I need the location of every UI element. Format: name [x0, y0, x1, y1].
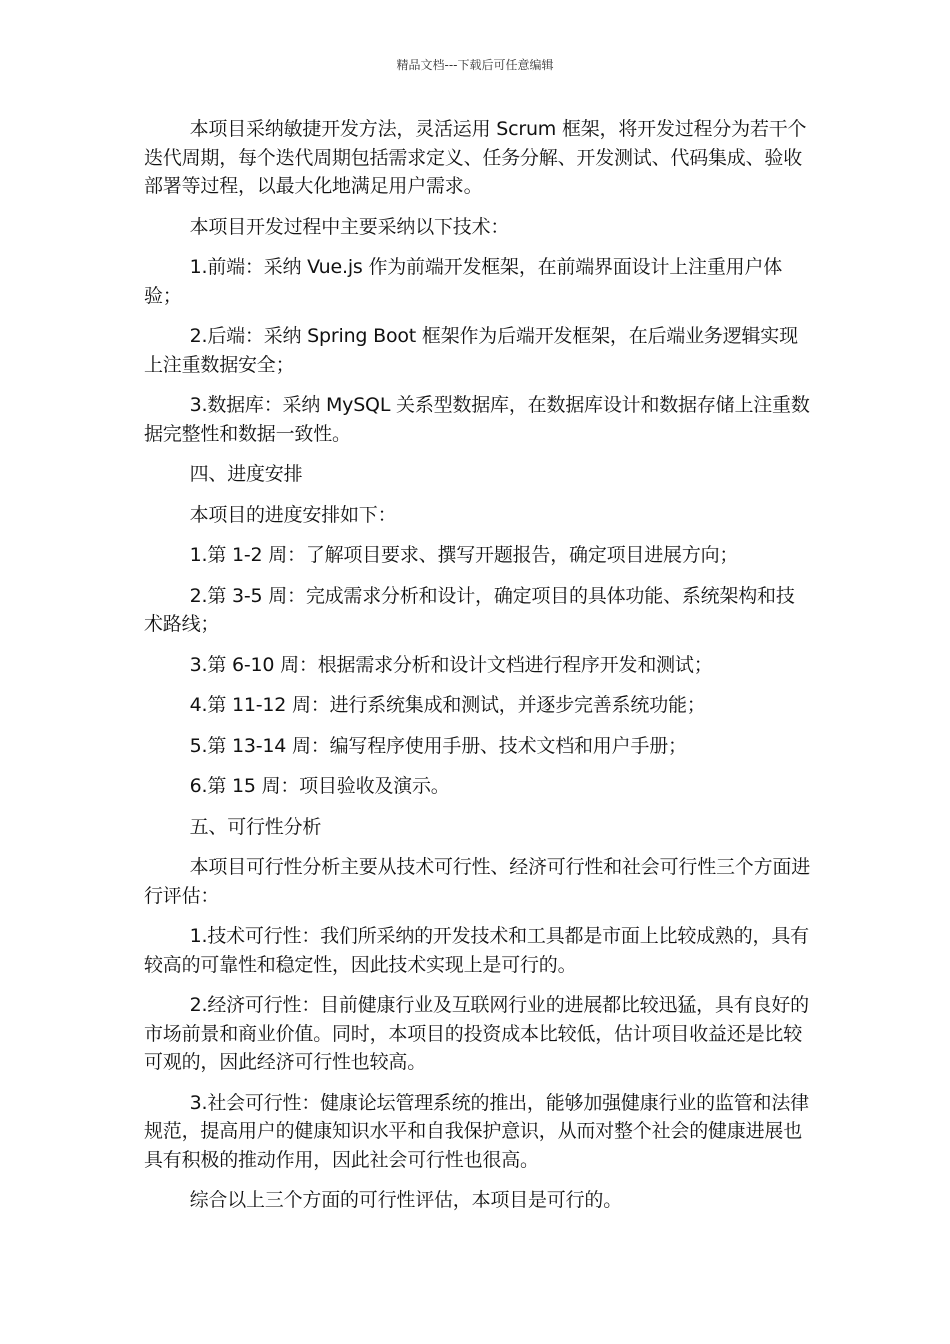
schedule-item-2: 2.第 3-5 周：完成需求分析和设计，确定项目的具体功能、系统架构和技术路线；	[144, 584, 795, 635]
feasibility-technical: 1.技术可行性：我们所采纳的开发技术和工具都是市面上比较成熟的，具有较高的可靠性和稳定性，因此技术实现上是可行的。	[144, 925, 809, 976]
document-body	[144, 115, 810, 1227]
paragraph-frontend: 1.前端：采纳 Vue.js 作为前端开发框架，在前端界面设计上注重用户体验；	[144, 256, 783, 307]
paragraph-backend: 2.后端：采纳 Spring Boot 框架作为后端开发框架，在后端业务逻辑实现上注重数据安全；	[144, 325, 798, 376]
paragraph-database: 3.数据库：采纳 MySQL 关系型数据库，在数据库设计和数据存储上注重数据完整性和数据一致性。	[144, 394, 810, 445]
schedule-item-3: 3.第 6-10 周：根据需求分析和设计文档进行程序开发和测试；	[189, 653, 713, 676]
feasibility-social: 3.社会可行性：健康论坛管理系统的推出，能够加强健康行业的监管和法律规范，提高用户的健康知识水平和自我保护意识，从而对整个社会的健康进展也具有积极的推动作用，因此社会可行性也很高。	[144, 1091, 809, 1171]
schedule-item-6: 6.第 15 周：项目验收及演示。	[189, 775, 450, 797]
feasibility-economic: 2.经济可行性：目前健康行业及互联网行业的进展都比较迅猛，具有良好的市场前景和商业价值。同时，本项目的投资成本比较低，估计项目收益还是比较可观的，因此经济可行性也较高。	[144, 994, 809, 1073]
schedule-item-1: 1.第 1-2 周：了解项目要求、撰写开题报告，确定项目进展方向；	[189, 544, 739, 566]
page-header: 精品文档---下载后可任意编辑	[396, 58, 554, 72]
paragraph-feasibility-intro: 本项目可行性分析主要从技术可行性、经济可行性和社会可行性三个方面进行评估：	[144, 856, 810, 907]
schedule-item-5: 5.第 13-14 周：编写程序使用手册、技术文档和用户手册；	[189, 734, 687, 757]
schedule-item-4: 4.第 11-12 周：进行系统集成和测试，并逐步完善系统功能；	[189, 694, 706, 716]
paragraph-conclusion: 综合以上三个方面的可行性评估，本项目是可行的。	[189, 1189, 622, 1211]
section-heading-schedule: 四、进度安排	[189, 463, 303, 485]
paragraph-tech-intro: 本项目开发过程中主要采纳以下技术：	[189, 215, 510, 238]
paragraph-methodology: 本项目采纳敏捷开发方法，灵活运用 Scrum 框架，将开发过程分为若干个迭代周期，每个迭代周期包括需求定义、任务分解、开发测试、代码集成、验收部署等过程，以最大化地满足用户需求。	[144, 118, 807, 197]
section-heading-feasibility: 五、可行性分析	[189, 815, 322, 838]
paragraph-schedule-intro: 本项目的进度安排如下：	[189, 503, 397, 526]
